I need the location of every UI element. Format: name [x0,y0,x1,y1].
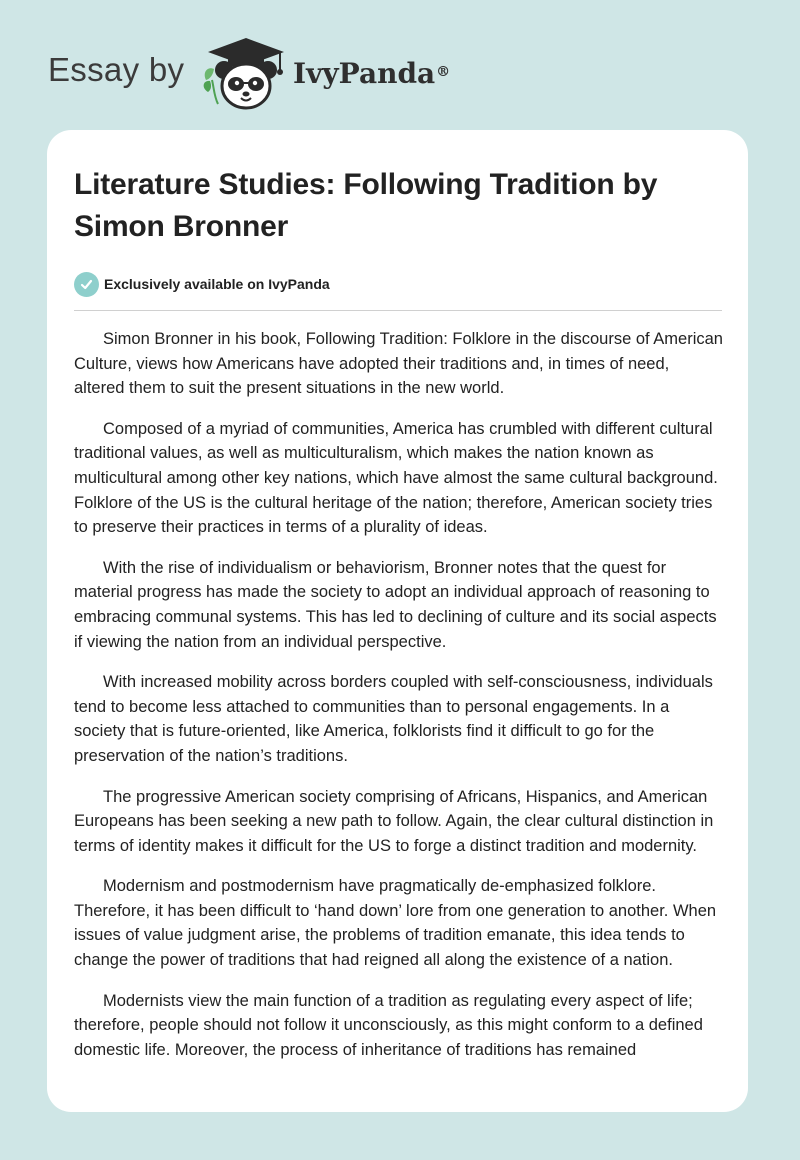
exclusive-badge [74,270,722,298]
brand-name[interactable]: IvyPanda® [293,57,451,90]
essay-by-label: Essay by [48,51,185,88]
article-body [74,327,724,1062]
article-card [47,130,748,1112]
paragraph: With the rise of individualism or behaviorism, Bronner notes that the quest for material progress has made the society to adopt an individual approach of reasoning to embracing communal systems. This has led to declining of culture and its social aspects if viewing the nation from an individual perspective. [74,558,717,651]
paragraph: Modernists view the main function of a tradition as regulating every aspect of life; therefore, people should not follow it unconsciously, as this might conform to a defined domestic life. Moreover, the process of inheritance of traditions has remained [74,991,703,1059]
exclusive-label: Exclusively available on IvyPanda [104,276,330,292]
article-title: Literature Studies: Following Tradition by Simon Bronner [74,168,658,243]
paragraph: Modernism and postmodernism have pragmatically de-emphasized folklore. Therefore, it has been difficult to ‘hand down’ lore from one generation to another. When issues of value judgment arise, the problems of tradition emanate, this idea tends to change the power of traditions that had reigned all along the existence of a nation. [74,877,717,970]
registered-mark: ® [436,64,451,80]
paragraph: With increased mobility across borders coupled with self-consciousness, individuals tend to become less attached to communities than to personal engagements. In a society that is future-oriented, like America, folklorists find it difficult to go for the preservation of the nation’s traditions. [74,673,713,765]
paragraph: Composed of a myriad of communities, America has crumbled with different cultural traditional values, as well as multiculturalism, which makes the nation known as multicultural among other key nations, which have almost the same cultural background. Folklore of the US is the cultural heritage of the nation; therefore, American society tries to preserve their practices in terms of a plurality of ideas. [74,419,718,537]
check-circle-icon [74,272,99,297]
divider [74,310,722,311]
paragraph: Simon Bronner in his book, Following Tradition: Folklore in the discourse of American Culture, views how Americans have adopted their traditions and, in times of need, altered them to suit the present situations in the new world. [74,330,723,398]
panda-graduate-logo-icon[interactable] [200,36,292,112]
paragraph: The progressive American society comprising of Africans, Hispanics, and American Europeans has been seeking a new path to follow. Again, the clear cultural distinction in terms of identity makes it difficult for the US to forge a distinct tradition and modernity. [74,787,714,855]
site-header [0,0,800,130]
